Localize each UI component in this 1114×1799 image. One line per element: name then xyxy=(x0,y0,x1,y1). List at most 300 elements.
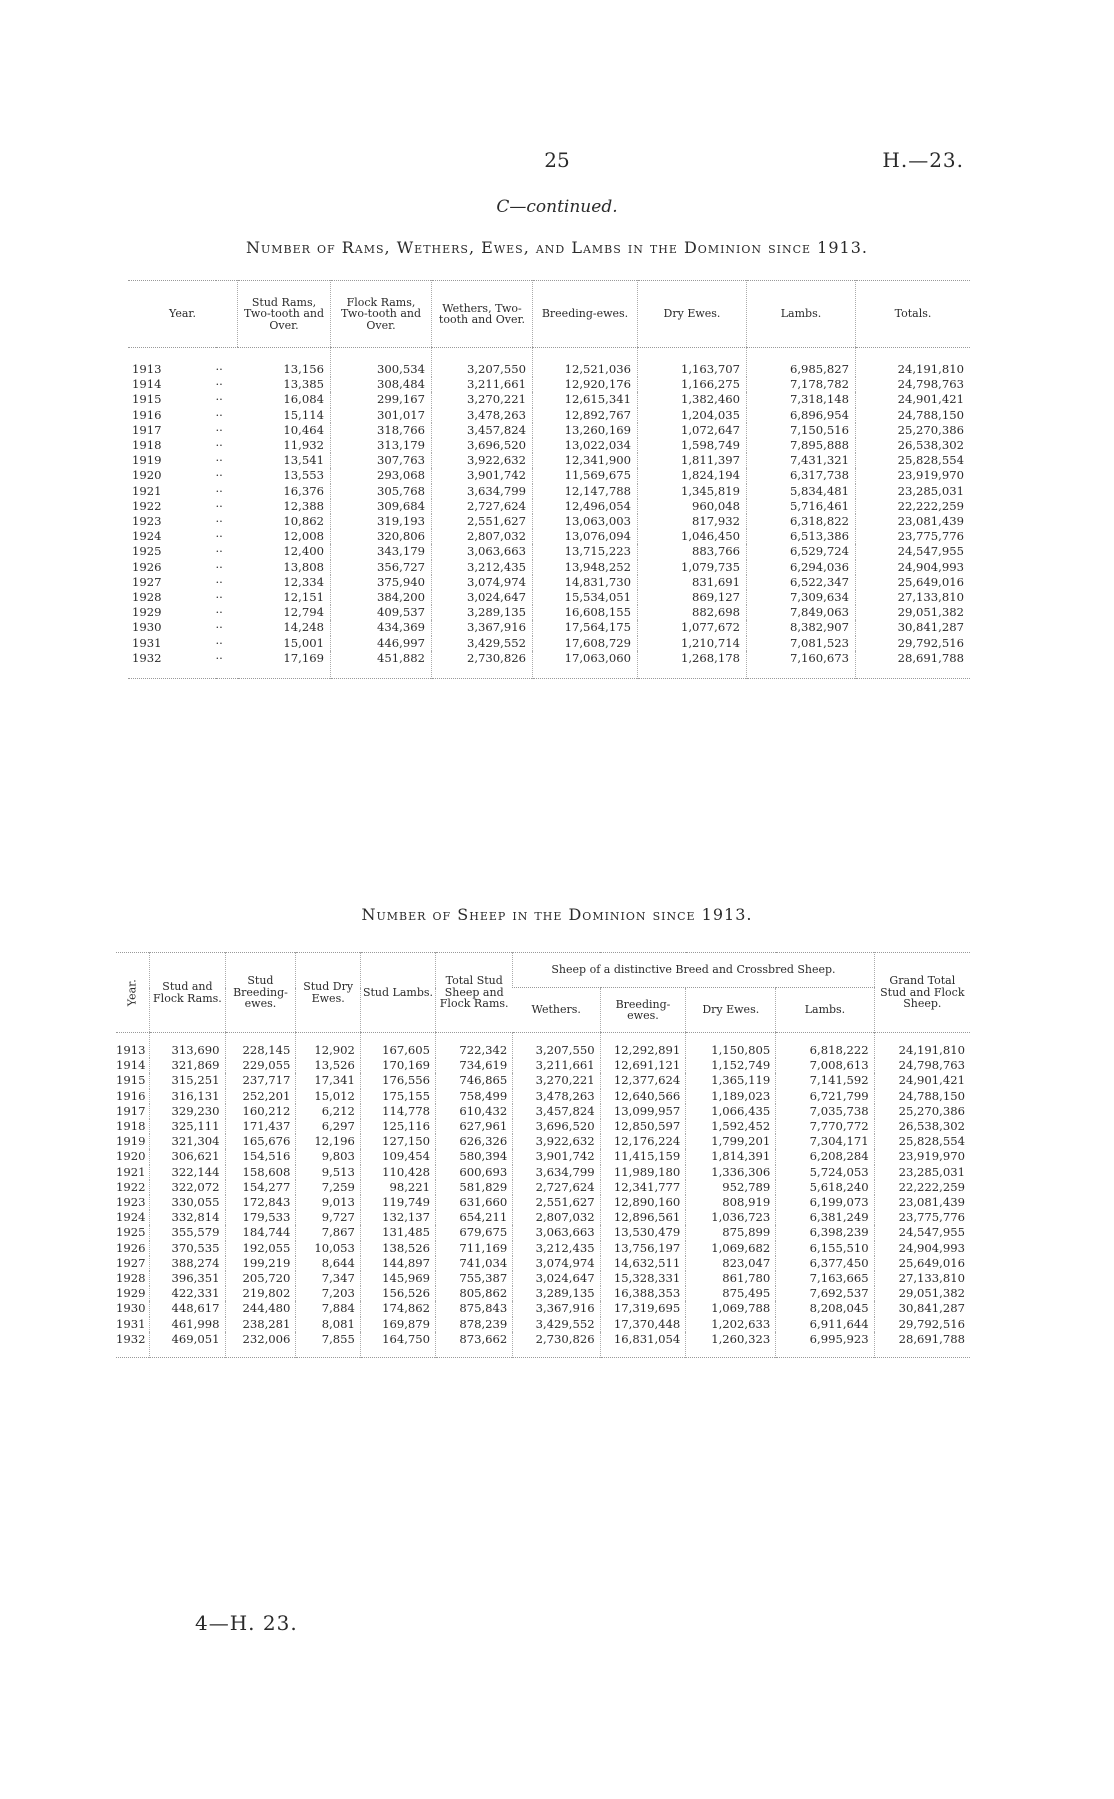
t2-cell-dry-ewes: 1,066,435 xyxy=(686,1104,776,1119)
t2-cell-stud-dry-ewes: 6,297 xyxy=(296,1119,361,1134)
t2-cell-year: 1915 xyxy=(116,1073,146,1088)
t2-cell-breeding-ewes: 17,370,448 xyxy=(600,1317,686,1332)
t2-header-dry-ewes: Dry Ewes. xyxy=(686,988,776,1033)
t2-cell-lambs: 6,208,284 xyxy=(776,1149,874,1164)
t2-cell-stud-breeding-ewes: 219,802 xyxy=(225,1286,296,1301)
t1-cell-totals: 27,133,810 xyxy=(856,590,971,605)
table1-header-row xyxy=(128,281,970,348)
t1-cell-flock-rams: 293,068 xyxy=(331,468,432,483)
leader-dots: ·· xyxy=(215,468,223,483)
t1-cell-flock-rams: 384,200 xyxy=(331,590,432,605)
t2-cell-grand-total: 27,133,810 xyxy=(874,1271,970,1286)
t2-cell-stud-flock-rams: 469,051 xyxy=(150,1332,225,1358)
t2-cell-stud-flock-rams: 321,869 xyxy=(150,1058,225,1073)
t1-cell-breeding-ewes: 12,920,176 xyxy=(533,377,638,392)
t2-cell-grand-total: 23,919,970 xyxy=(874,1149,970,1164)
t2-cell-stud-flock-rams: 448,617 xyxy=(150,1301,225,1316)
t2-cell-dry-ewes: 1,189,023 xyxy=(686,1089,776,1104)
t1-cell-stud-rams: 15,001 xyxy=(283,635,324,650)
t1-cell-dry-ewes: 1,204,035 xyxy=(638,408,747,423)
t2-cell-stud-flock-rams: 322,144 xyxy=(150,1165,225,1180)
t1-cell-flock-rams: 343,179 xyxy=(331,544,432,559)
continued-text: C—continued. xyxy=(496,197,618,217)
t2-cell-stud-breeding-ewes: 179,533 xyxy=(225,1210,296,1225)
table-row xyxy=(116,1134,970,1149)
t2-cell-lambs: 6,995,923 xyxy=(776,1332,874,1358)
t1-cell-lambs: 7,150,516 xyxy=(747,423,856,438)
t1-cell-totals: 24,788,150 xyxy=(856,408,971,423)
t2-cell-stud-dry-ewes: 9,013 xyxy=(296,1195,361,1210)
leader-dots: ·· xyxy=(215,529,223,544)
t1-cell-flock-rams: 313,179 xyxy=(331,438,432,453)
t1-cell-breeding-ewes: 15,534,051 xyxy=(533,590,638,605)
footer-label: 4—H. 23. xyxy=(195,1611,298,1635)
table-row xyxy=(116,1073,970,1088)
t2-cell-stud-dry-ewes: 7,203 xyxy=(296,1286,361,1301)
t1-cell-year: 1916 xyxy=(132,407,162,422)
t1-cell-totals: 29,051,382 xyxy=(856,605,971,620)
t2-cell-stud-flock-rams: 396,351 xyxy=(150,1271,225,1286)
t1-header-dry-ewes: Dry Ewes. xyxy=(638,281,747,348)
t1-cell-wethers: 3,457,824 xyxy=(432,423,533,438)
t1-cell-totals: 25,270,386 xyxy=(856,423,971,438)
t1-cell-breeding-ewes: 12,615,341 xyxy=(533,392,638,407)
t1-cell-dry-ewes: 1,824,194 xyxy=(638,468,747,483)
t1-cell-flock-rams: 301,017 xyxy=(331,408,432,423)
t1-cell-totals: 24,904,993 xyxy=(856,560,971,575)
t2-cell-dry-ewes: 1,152,749 xyxy=(686,1058,776,1073)
t2-cell-dry-ewes: 1,365,119 xyxy=(686,1073,776,1088)
t2-cell-stud-breeding-ewes: 237,717 xyxy=(225,1073,296,1088)
t1-cell-lambs: 8,382,907 xyxy=(747,620,856,635)
t1-cell-stud-rams: 13,156 xyxy=(283,362,324,376)
t2-cell-year: 1920 xyxy=(116,1149,146,1164)
t2-cell-stud-lambs: 175,155 xyxy=(360,1089,435,1104)
continued-label xyxy=(0,197,1114,217)
t2-cell-breeding-ewes: 12,691,121 xyxy=(600,1058,686,1073)
t1-cell-dry-ewes: 1,046,450 xyxy=(638,529,747,544)
table-row xyxy=(128,651,970,679)
t2-cell-stud-flock-rams: 316,131 xyxy=(150,1089,225,1104)
t2-cell-dry-ewes: 808,919 xyxy=(686,1195,776,1210)
t2-cell-lambs: 6,199,073 xyxy=(776,1195,874,1210)
t1-cell-year: 1913 xyxy=(132,362,162,376)
t2-cell-total-stud: 610,432 xyxy=(436,1104,513,1119)
table-row xyxy=(128,438,970,453)
t1-cell-dry-ewes: 1,210,714 xyxy=(638,636,747,651)
t1-cell-dry-ewes: 882,698 xyxy=(638,605,747,620)
t1-cell-totals: 29,792,516 xyxy=(856,636,971,651)
table-row xyxy=(116,1033,970,1059)
table-row xyxy=(116,1058,970,1073)
t2-cell-stud-dry-ewes: 7,259 xyxy=(296,1180,361,1195)
sheep-in-dominion-table xyxy=(116,952,970,1358)
t1-cell-breeding-ewes: 13,022,034 xyxy=(533,438,638,453)
table-row xyxy=(128,636,970,651)
t1-cell-dry-ewes: 1,345,819 xyxy=(638,484,747,499)
t2-cell-year: 1927 xyxy=(116,1255,146,1270)
t1-cell-lambs: 6,985,827 xyxy=(747,348,856,378)
t2-cell-grand-total: 24,788,150 xyxy=(874,1089,970,1104)
t2-cell-wethers: 3,289,135 xyxy=(513,1286,600,1301)
t1-cell-wethers: 3,922,632 xyxy=(432,453,533,468)
table-row xyxy=(128,453,970,468)
leader-dots: ·· xyxy=(215,438,223,453)
t1-cell-year: 1929 xyxy=(132,605,162,620)
t2-cell-grand-total: 24,191,810 xyxy=(874,1033,970,1059)
t2-cell-total-stud: 631,660 xyxy=(436,1195,513,1210)
t2-cell-dry-ewes: 1,036,723 xyxy=(686,1210,776,1225)
t2-cell-wethers: 3,063,663 xyxy=(513,1225,600,1240)
table-row xyxy=(128,575,970,590)
t2-cell-dry-ewes: 1,814,391 xyxy=(686,1149,776,1164)
t2-cell-stud-flock-rams: 332,814 xyxy=(150,1210,225,1225)
t1-header-year: Year. xyxy=(128,281,238,348)
t1-cell-wethers: 3,063,663 xyxy=(432,544,533,559)
t1-cell-dry-ewes: 1,072,647 xyxy=(638,423,747,438)
t2-header-total-stud: Total Stud Sheep and Flock Rams. xyxy=(436,953,513,1033)
t2-cell-stud-breeding-ewes: 232,006 xyxy=(225,1332,296,1358)
t2-cell-stud-dry-ewes: 8,081 xyxy=(296,1317,361,1332)
t1-cell-dry-ewes: 1,163,707 xyxy=(638,348,747,378)
t1-cell-totals: 22,222,259 xyxy=(856,499,971,514)
t2-cell-stud-breeding-ewes: 252,201 xyxy=(225,1089,296,1104)
t2-cell-stud-flock-rams: 313,690 xyxy=(150,1033,225,1059)
t2-cell-year: 1914 xyxy=(116,1058,146,1073)
table-row xyxy=(128,499,970,514)
table-row xyxy=(128,377,970,392)
t1-cell-dry-ewes: 1,077,672 xyxy=(638,620,747,635)
t2-cell-lambs: 6,911,644 xyxy=(776,1317,874,1332)
t2-cell-dry-ewes: 875,899 xyxy=(686,1225,776,1240)
t1-cell-stud-rams: 13,553 xyxy=(283,468,324,483)
t1-cell-totals: 25,649,016 xyxy=(856,575,971,590)
t1-cell-flock-rams: 319,193 xyxy=(331,514,432,529)
t2-cell-breeding-ewes: 11,989,180 xyxy=(600,1165,686,1180)
t1-cell-dry-ewes: 883,766 xyxy=(638,544,747,559)
t1-cell-wethers: 3,696,520 xyxy=(432,438,533,453)
t1-cell-wethers: 2,807,032 xyxy=(432,529,533,544)
t1-cell-stud-rams: 12,400 xyxy=(283,544,324,559)
table2-header-row-1 xyxy=(116,953,970,988)
table-row xyxy=(116,1317,970,1332)
t1-cell-wethers: 3,901,742 xyxy=(432,468,533,483)
table-row xyxy=(128,468,970,483)
t2-cell-stud-dry-ewes: 12,196 xyxy=(296,1134,361,1149)
t1-cell-wethers: 3,634,799 xyxy=(432,484,533,499)
t2-cell-dry-ewes: 823,047 xyxy=(686,1256,776,1271)
t2-cell-stud-lambs: 167,605 xyxy=(360,1033,435,1059)
t1-cell-dry-ewes: 1,079,735 xyxy=(638,560,747,575)
t2-cell-total-stud: 746,865 xyxy=(436,1073,513,1088)
t2-cell-wethers: 3,211,661 xyxy=(513,1058,600,1073)
t2-cell-lambs: 5,724,053 xyxy=(776,1165,874,1180)
t1-header-flock-rams: Flock Rams, Two-tooth and Over. xyxy=(331,281,432,348)
t2-header-stud-breeding-ewes: Stud Breeding-ewes. xyxy=(225,953,296,1033)
t1-header-stud-rams: Stud Rams, Two-tooth and Over. xyxy=(238,281,331,348)
t2-cell-lambs: 6,818,222 xyxy=(776,1033,874,1059)
leader-dots: ·· xyxy=(215,650,223,665)
t2-cell-total-stud: 758,499 xyxy=(436,1089,513,1104)
t2-cell-total-stud: 627,961 xyxy=(436,1119,513,1134)
leader-dots: ·· xyxy=(215,498,223,513)
t2-cell-grand-total: 30,841,287 xyxy=(874,1301,970,1316)
t2-cell-dry-ewes: 1,069,788 xyxy=(686,1301,776,1316)
t1-cell-lambs: 6,294,036 xyxy=(747,560,856,575)
t2-cell-lambs: 5,618,240 xyxy=(776,1180,874,1195)
table-row xyxy=(116,1195,970,1210)
t1-cell-dry-ewes: 869,127 xyxy=(638,590,747,605)
t2-cell-lambs: 6,381,249 xyxy=(776,1210,874,1225)
t1-cell-breeding-ewes: 13,715,223 xyxy=(533,544,638,559)
t2-cell-breeding-ewes: 12,850,597 xyxy=(600,1119,686,1134)
t2-cell-year: 1922 xyxy=(116,1179,146,1194)
t1-cell-lambs: 6,896,954 xyxy=(747,408,856,423)
t1-cell-breeding-ewes: 12,892,767 xyxy=(533,408,638,423)
table-row xyxy=(116,1165,970,1180)
t2-cell-stud-dry-ewes: 8,644 xyxy=(296,1256,361,1271)
t1-cell-breeding-ewes: 12,521,036 xyxy=(533,348,638,378)
t2-cell-stud-lambs: 109,454 xyxy=(360,1149,435,1164)
t2-cell-grand-total: 28,691,788 xyxy=(874,1332,970,1358)
t2-cell-total-stud: 741,034 xyxy=(436,1256,513,1271)
t1-cell-totals: 23,285,031 xyxy=(856,484,971,499)
table-row xyxy=(116,1180,970,1195)
t1-cell-wethers: 2,727,624 xyxy=(432,499,533,514)
t2-cell-breeding-ewes: 12,890,160 xyxy=(600,1195,686,1210)
t1-cell-wethers: 3,478,263 xyxy=(432,408,533,423)
t2-cell-dry-ewes: 861,780 xyxy=(686,1271,776,1286)
t2-cell-stud-dry-ewes: 6,212 xyxy=(296,1104,361,1119)
t2-cell-breeding-ewes: 12,896,561 xyxy=(600,1210,686,1225)
t2-cell-grand-total: 24,904,993 xyxy=(874,1241,970,1256)
t2-cell-stud-lambs: 169,879 xyxy=(360,1317,435,1332)
t1-cell-breeding-ewes: 14,831,730 xyxy=(533,575,638,590)
t2-cell-dry-ewes: 1,150,805 xyxy=(686,1033,776,1059)
t1-cell-lambs: 5,834,481 xyxy=(747,484,856,499)
t2-cell-stud-flock-rams: 306,621 xyxy=(150,1149,225,1164)
t2-cell-year: 1916 xyxy=(116,1088,146,1103)
t1-cell-wethers: 3,429,552 xyxy=(432,636,533,651)
leader-dots: ·· xyxy=(215,422,223,437)
t1-cell-dry-ewes: 1,811,397 xyxy=(638,453,747,468)
t2-cell-grand-total: 25,649,016 xyxy=(874,1256,970,1271)
t1-cell-dry-ewes: 831,691 xyxy=(638,575,747,590)
t1-cell-wethers: 3,289,135 xyxy=(432,605,533,620)
t2-cell-breeding-ewes: 14,632,511 xyxy=(600,1256,686,1271)
t1-cell-lambs: 6,317,738 xyxy=(747,468,856,483)
t2-cell-year: 1932 xyxy=(116,1331,146,1346)
t2-cell-breeding-ewes: 13,530,479 xyxy=(600,1225,686,1240)
table-row xyxy=(128,620,970,635)
table-row xyxy=(128,605,970,620)
t2-cell-stud-dry-ewes: 7,884 xyxy=(296,1301,361,1316)
t1-cell-lambs: 7,309,634 xyxy=(747,590,856,605)
table-row xyxy=(116,1332,970,1358)
table1-body xyxy=(128,348,970,679)
table2-body xyxy=(116,1033,970,1358)
t1-cell-breeding-ewes: 17,608,729 xyxy=(533,636,638,651)
t1-cell-breeding-ewes: 17,063,060 xyxy=(533,651,638,679)
t2-cell-grand-total: 23,775,776 xyxy=(874,1210,970,1225)
rams-wethers-ewes-lambs-table xyxy=(128,280,970,679)
t2-cell-wethers: 3,367,916 xyxy=(513,1301,600,1316)
t1-cell-flock-rams: 320,806 xyxy=(331,529,432,544)
t2-cell-grand-total: 23,285,031 xyxy=(874,1165,970,1180)
t1-cell-flock-rams: 446,997 xyxy=(331,636,432,651)
t1-cell-totals: 23,919,970 xyxy=(856,468,971,483)
t1-cell-flock-rams: 299,167 xyxy=(331,392,432,407)
t1-cell-year: 1930 xyxy=(132,620,162,635)
t2-cell-stud-lambs: 174,862 xyxy=(360,1301,435,1316)
t2-cell-lambs: 6,398,239 xyxy=(776,1225,874,1240)
t1-cell-wethers: 3,211,661 xyxy=(432,377,533,392)
t2-cell-stud-dry-ewes: 9,727 xyxy=(296,1210,361,1225)
t1-cell-year: 1931 xyxy=(132,635,162,650)
t1-cell-totals: 23,775,776 xyxy=(856,529,971,544)
t1-cell-breeding-ewes: 12,341,900 xyxy=(533,453,638,468)
t2-cell-breeding-ewes: 16,831,054 xyxy=(600,1332,686,1358)
table1-title: Number of Rams, Wethers, Ewes, and Lambs in the Dominion since 1913. xyxy=(246,238,868,257)
t2-cell-wethers: 3,457,824 xyxy=(513,1104,600,1119)
t2-cell-stud-dry-ewes: 7,347 xyxy=(296,1271,361,1286)
t2-cell-breeding-ewes: 12,377,624 xyxy=(600,1073,686,1088)
t2-cell-year: 1926 xyxy=(116,1240,146,1255)
t2-cell-stud-lambs: 176,556 xyxy=(360,1073,435,1088)
t2-cell-year: 1923 xyxy=(116,1195,146,1210)
t1-cell-lambs: 7,318,148 xyxy=(747,392,856,407)
t2-cell-stud-breeding-ewes: 192,055 xyxy=(225,1241,296,1256)
t1-cell-totals: 24,547,955 xyxy=(856,544,971,559)
t1-cell-dry-ewes: 817,932 xyxy=(638,514,747,529)
t2-cell-lambs: 7,163,665 xyxy=(776,1271,874,1286)
t1-cell-year: 1926 xyxy=(132,559,162,574)
t2-cell-stud-lambs: 114,778 xyxy=(360,1104,435,1119)
t1-header-totals: Totals. xyxy=(856,281,971,348)
t2-cell-dry-ewes: 1,799,201 xyxy=(686,1134,776,1149)
t2-cell-dry-ewes: 1,336,306 xyxy=(686,1165,776,1180)
t1-cell-stud-rams: 13,385 xyxy=(283,377,324,392)
leader-dots: ·· xyxy=(215,483,223,498)
t2-cell-breeding-ewes: 12,292,891 xyxy=(600,1033,686,1059)
t1-cell-totals: 26,538,302 xyxy=(856,438,971,453)
t1-header-wethers: Wethers, Two-tooth and Over. xyxy=(432,281,533,348)
t2-cell-stud-breeding-ewes: 154,277 xyxy=(225,1180,296,1195)
document-code: H.—23. xyxy=(882,148,964,172)
t1-cell-year: 1920 xyxy=(132,468,162,483)
t2-cell-year: 1925 xyxy=(116,1225,146,1240)
t1-cell-stud-rams: 15,114 xyxy=(283,407,324,422)
t2-cell-stud-breeding-ewes: 244,480 xyxy=(225,1301,296,1316)
table2-title: Number of Sheep in the Dominion since 1913. xyxy=(361,905,753,924)
t2-cell-total-stud: 873,662 xyxy=(436,1332,513,1358)
t1-cell-dry-ewes: 1,268,178 xyxy=(638,651,747,679)
t2-header-stud-flock-rams: Stud and Flock Rams. xyxy=(150,953,225,1033)
t1-cell-stud-rams: 16,376 xyxy=(283,483,324,498)
t2-cell-stud-lambs: 145,969 xyxy=(360,1271,435,1286)
t1-cell-totals: 30,841,287 xyxy=(856,620,971,635)
leader-dots: ·· xyxy=(215,362,223,376)
t2-cell-grand-total: 25,270,386 xyxy=(874,1104,970,1119)
t2-cell-total-stud: 580,394 xyxy=(436,1149,513,1164)
table-row xyxy=(128,484,970,499)
t2-cell-year: 1918 xyxy=(116,1119,146,1134)
t2-cell-year: 1913 xyxy=(116,1043,146,1057)
t2-cell-stud-flock-rams: 422,331 xyxy=(150,1286,225,1301)
t2-cell-grand-total: 24,547,955 xyxy=(874,1225,970,1240)
t2-cell-lambs: 6,377,450 xyxy=(776,1256,874,1271)
t2-cell-stud-breeding-ewes: 165,676 xyxy=(225,1134,296,1149)
leader-dots: ·· xyxy=(215,559,223,574)
leader-dots: ·· xyxy=(215,605,223,620)
t2-cell-dry-ewes: 1,202,633 xyxy=(686,1317,776,1332)
t2-header-lambs: Lambs. xyxy=(776,988,874,1033)
t2-cell-breeding-ewes: 15,328,331 xyxy=(600,1271,686,1286)
t1-cell-stud-rams: 12,151 xyxy=(283,590,324,605)
table-row xyxy=(128,408,970,423)
t1-cell-stud-rams: 12,794 xyxy=(283,605,324,620)
t1-cell-lambs: 6,513,386 xyxy=(747,529,856,544)
t1-cell-totals: 23,081,439 xyxy=(856,514,971,529)
t2-cell-stud-dry-ewes: 12,902 xyxy=(296,1033,361,1059)
table-row xyxy=(116,1119,970,1134)
t2-cell-stud-lambs: 144,897 xyxy=(360,1256,435,1271)
t2-cell-stud-lambs: 156,526 xyxy=(360,1286,435,1301)
t1-cell-year: 1924 xyxy=(132,529,162,544)
t2-cell-wethers: 3,901,742 xyxy=(513,1149,600,1164)
t2-cell-wethers: 2,727,624 xyxy=(513,1180,600,1195)
page-number: 25 xyxy=(544,148,570,172)
t2-cell-lambs: 7,141,592 xyxy=(776,1073,874,1088)
t2-cell-stud-flock-rams: 355,579 xyxy=(150,1225,225,1240)
t2-cell-total-stud: 654,211 xyxy=(436,1210,513,1225)
table-row xyxy=(116,1210,970,1225)
t2-cell-dry-ewes: 875,495 xyxy=(686,1286,776,1301)
t2-cell-year: 1929 xyxy=(116,1286,146,1301)
t1-cell-breeding-ewes: 17,564,175 xyxy=(533,620,638,635)
t1-cell-year: 1914 xyxy=(132,377,162,392)
t2-cell-wethers: 3,270,221 xyxy=(513,1073,600,1088)
t2-cell-total-stud: 722,342 xyxy=(436,1033,513,1059)
t1-cell-breeding-ewes: 12,147,788 xyxy=(533,484,638,499)
t2-cell-stud-flock-rams: 325,111 xyxy=(150,1119,225,1134)
t1-cell-breeding-ewes: 13,076,094 xyxy=(533,529,638,544)
t1-cell-flock-rams: 309,684 xyxy=(331,499,432,514)
t1-cell-stud-rams: 13,808 xyxy=(283,559,324,574)
t2-cell-grand-total: 22,222,259 xyxy=(874,1180,970,1195)
t1-cell-totals: 25,828,554 xyxy=(856,453,971,468)
t2-cell-wethers: 3,207,550 xyxy=(513,1033,600,1059)
t2-cell-breeding-ewes: 12,640,566 xyxy=(600,1089,686,1104)
t2-cell-stud-dry-ewes: 9,513 xyxy=(296,1165,361,1180)
t2-cell-wethers: 3,429,552 xyxy=(513,1317,600,1332)
t2-cell-stud-flock-rams: 315,251 xyxy=(150,1073,225,1088)
t1-cell-year: 1919 xyxy=(132,453,162,468)
t1-cell-lambs: 6,318,822 xyxy=(747,514,856,529)
t1-cell-lambs: 5,716,461 xyxy=(747,499,856,514)
t2-cell-lambs: 7,008,613 xyxy=(776,1058,874,1073)
t2-cell-year: 1917 xyxy=(116,1103,146,1118)
t2-cell-stud-flock-rams: 330,055 xyxy=(150,1195,225,1210)
t2-cell-stud-flock-rams: 461,998 xyxy=(150,1317,225,1332)
t2-cell-lambs: 6,155,510 xyxy=(776,1241,874,1256)
t2-cell-dry-ewes: 952,789 xyxy=(686,1180,776,1195)
t2-cell-lambs: 7,035,738 xyxy=(776,1104,874,1119)
t2-cell-stud-breeding-ewes: 205,720 xyxy=(225,1271,296,1286)
t2-cell-year: 1919 xyxy=(116,1134,146,1149)
t1-cell-stud-rams: 11,932 xyxy=(283,438,324,453)
table-row xyxy=(116,1301,970,1316)
